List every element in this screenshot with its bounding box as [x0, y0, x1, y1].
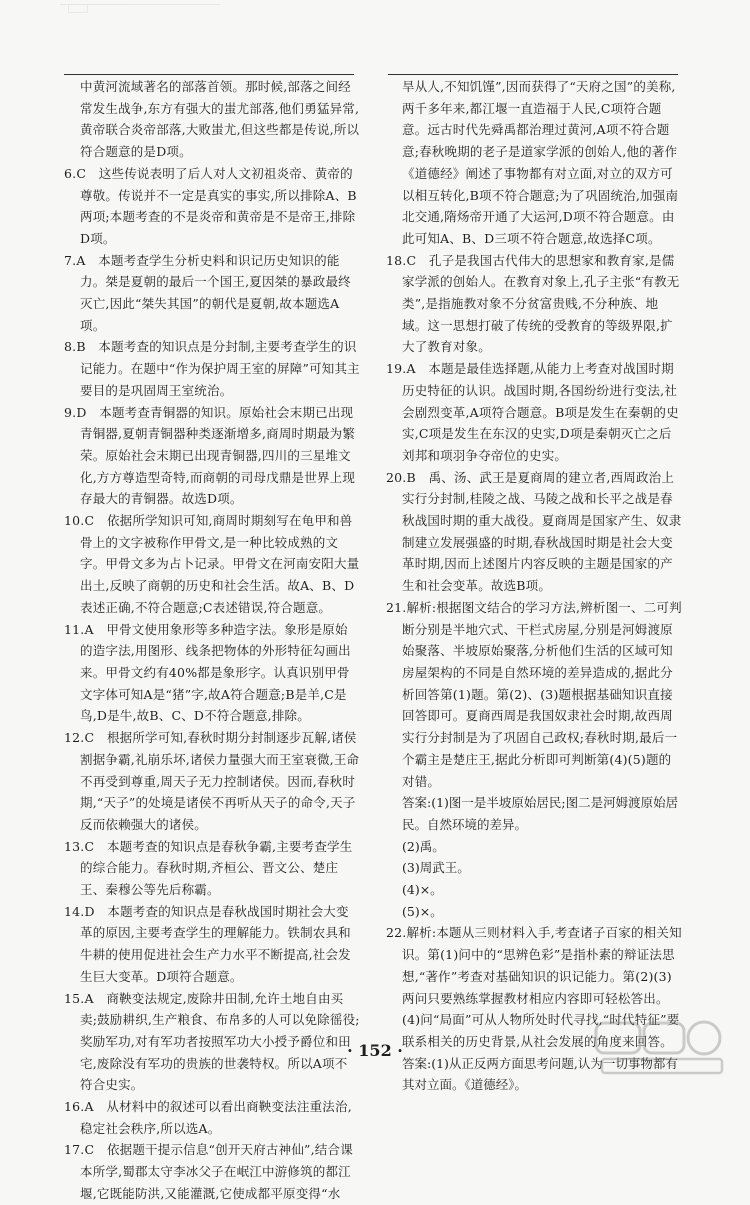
answer-item-10: 10.C 依据所学知识可知,商周时期刻写在龟甲和兽骨上的文字被称作甲骨文,是一种比较成熟的文字。甲骨文多为占卜记录。甲骨文在河南安阳大量出土,反映了商朝的历史和社会生活。故A、B、D表述正确,不符合题意;C表述错误,符合题意。: [64, 513, 360, 615]
answer-21-part3: (3)周武王。: [402, 860, 470, 876]
answer-21-part1: 答案:(1)图一是半坡原始居民;图二是河姆渡原始居民。自然环境的差异。: [402, 795, 679, 832]
answer-21-part4: (4)×。: [402, 882, 443, 898]
top-rule-left: [64, 74, 354, 75]
answer-item-6: 6.C 这些传说表明了后人对人文初祖炎帝、黄帝的尊敬。传说并不一定是真实的事实,所以排除A、B两项;本题考查的不是炎帝和黄帝是不是帝王,排除D项。: [64, 165, 357, 246]
answer-item-15: 15.A 商鞅变法规定,废除井田制,允许土地自由买卖;鼓励耕织,生产粮食、布帛多的人可以免除徭役;奖励军功,对有军功者按照军功大小授予爵位和田宅,废除没有军功的贵族的世袭特权。所以A项不符合史实。: [64, 990, 360, 1093]
left-column: [64, 76, 360, 1205]
answer-item-16: 16.A 从材料中的叙述可以看出商鞅变法注重法治,稳定社会秩序,所以选A。: [64, 1099, 352, 1136]
answer-22: 答案:(1)从正反两方面思考问题,认为一切事物都有其对立面。《道德经》。: [402, 1055, 678, 1093]
answer-item-22-analysis: 22.解析:本题从三则材料入手,考查诸子百家的相关知识。第(1)问中的“思辨色彩”是指朴素的辩证法思想,“著作”考查对基础知识的识记能力。第(2)(3)两问只要熟练掌握教材相应内容即可轻松答出。(4)问“局面”可从人物所处时代寻找,“时代特征”要联系相关的历史背景,从社会发展的角度来回答。: [386, 925, 682, 1049]
watermark-logo: [592, 1017, 732, 1079]
answer-item-18: 18.C 孔子是我国古代伟大的思想家和教育家,是儒家学派的创始人。在教育对象上,孔子主张“有教无类”,是指施教对象不分贫富贵贱,不分种族、地域。这一思想打破了传统的受教育的等级界限,扩大了教育对象。: [386, 252, 680, 355]
answer-item-19: 19.A 本题是最佳选择题,从能力上考查对战国时期历史特征的认识。战国时期,各国纷纷进行变法,社会剧烈变革,A项符合题意。B项是发生在秦朝的史实,C项是发生在东汉的史实,D项是秦朝灭亡之后刘邦和项羽争夺帝位的史实。: [386, 361, 679, 463]
answer-item-17-continued: 旱从人,不知饥馑”,因而获得了“天府之国”的美称,两千多年来,都江堰一直造福于人民,C项符合题意。远古时代先舜禹都治理过黄河,A项不符合题意;春秋晚期的老子是道家学派的创始人,他的著作《道德经》阐述了事物都有对立面,对立的双方可以相互转化,B项不符合题意;为了巩固统治,加强南北交通,隋炀帝开通了大运河,D项不符合题意。由此可知A、B、D三项不符合题意,故选择C项。: [402, 79, 679, 246]
answer-21-part2: (2)禹。: [402, 838, 445, 854]
answer-item-7: 7.A 本题考查学生分析史料和识记历史知识的能力。桀是夏朝的最后一个国王,夏因桀的暴政最终灭亡,因此“桀失其国”的朝代是夏朝,故本题选A项。: [64, 252, 351, 333]
answer-item-9: 9.D 本题考查青铜器的知识。原始社会末期已出现青铜器,夏朝青铜器种类逐渐增多,商周时期最为繁荣。原始社会末期已出现青铜器,四川的三星堆文化,方方尊造型奇特,而商朝的司母戊鼎是世界上现存最大的青铜器。故选D项。: [64, 404, 356, 507]
answer-item-12: 12.C 根据所学可知,春秋时期分封制逐步瓦解,诸侯割据争霸,礼崩乐坏,诸侯力量强大而王室衰微,王命不再受到尊重,周天子无力控制诸侯。因而,春秋时期,“天子”的处境是诸侯不再听从天子的命令,天子反而依赖强大的诸侯。: [64, 730, 360, 832]
answer-item-17: 17.C 依据题干提示信息“创开天府古神仙”,结合课本所学,蜀郡太守李冰父子在岷江中游修筑的都江堰,它既能防洪,又能灌溉,它使成都平原变得“水: [64, 1142, 353, 1201]
carried-over-text: 中黄河流域著名的部落首领。那时候,部落之间经常发生战争,东方有强大的蚩尤部落,他们勇猛异常,黄帝联合炎帝部落,大败蚩尤,但这些都是传说,所以符合题意的是D项。: [80, 79, 360, 160]
answer-item-14: 14.D 本题考查的知识点是春秋战国时期社会大变革的原因,主要考查学生的理解能力。铁制农具和牛耕的使用促进社会生产力水平不断提高,社会发生巨大变革。D项符合题意。: [64, 903, 351, 984]
page-number: · 152 ·: [347, 1041, 403, 1060]
answer-item-11: 11.A 甲骨文使用象形等多种造字法。象形是原始的造字法,用图形、线条把物体的外形特征勾画出来。甲骨文约有40%都是象形字。认真识别甲骨文字体可知A是“猪”字,故A符合题意;B是羊,C是鸟,D是牛,故B、C、D不符合题意,排除。: [64, 621, 351, 724]
right-column: [386, 76, 682, 1096]
scan-mark: [60, 4, 220, 19]
answer-21-part5: (5)×。: [402, 903, 443, 919]
answer-item-8: 8.B 本题考查的知识点是分封制,主要考查学生的识记能力。在题中“作为保护周王室的屏障”可知其主要目的是巩固周王室统治。: [64, 339, 360, 398]
top-rule-right: [388, 74, 678, 75]
answer-item-20: 20.B 禹、汤、武王是夏商周的建立者,西周政治上实行分封制,桂陵之战、马陵之战和长平之战是春秋战国时期的重大战役。夏商周是国家产生、奴隶制建立发展强盛的时期,春秋战国时期是社会大变革时期,因而上述图片内容反映的主题是国家的产生和社会变革。故选B项。: [386, 469, 682, 594]
answer-item-21-analysis: 21.解析:根据图文结合的学习方法,辨析图一、二可判断分别是半地穴式、干栏式房屋,分别是河姆渡原始聚落、半坡原始聚落,分析他们生活的区域可知房屋架构的不同是自然环境的差异造成的,据此分析回答第(1)题。第(2)、(3)题根据基础知识直接回答即可。夏商西周是我国奴隶社会时期,故西周实行分封制是为了巩固自己政权;春秋时期,最后一个霸主是楚庄王,据此分析即可判断第(4)(5)题的对错。: [386, 599, 682, 789]
answer-item-13: 13.C 本题考查的知识点是春秋争霸,主要考查学生的综合能力。春秋时期,齐桓公、晋文公、楚庄王、秦穆公等先后称霸。: [64, 838, 353, 898]
